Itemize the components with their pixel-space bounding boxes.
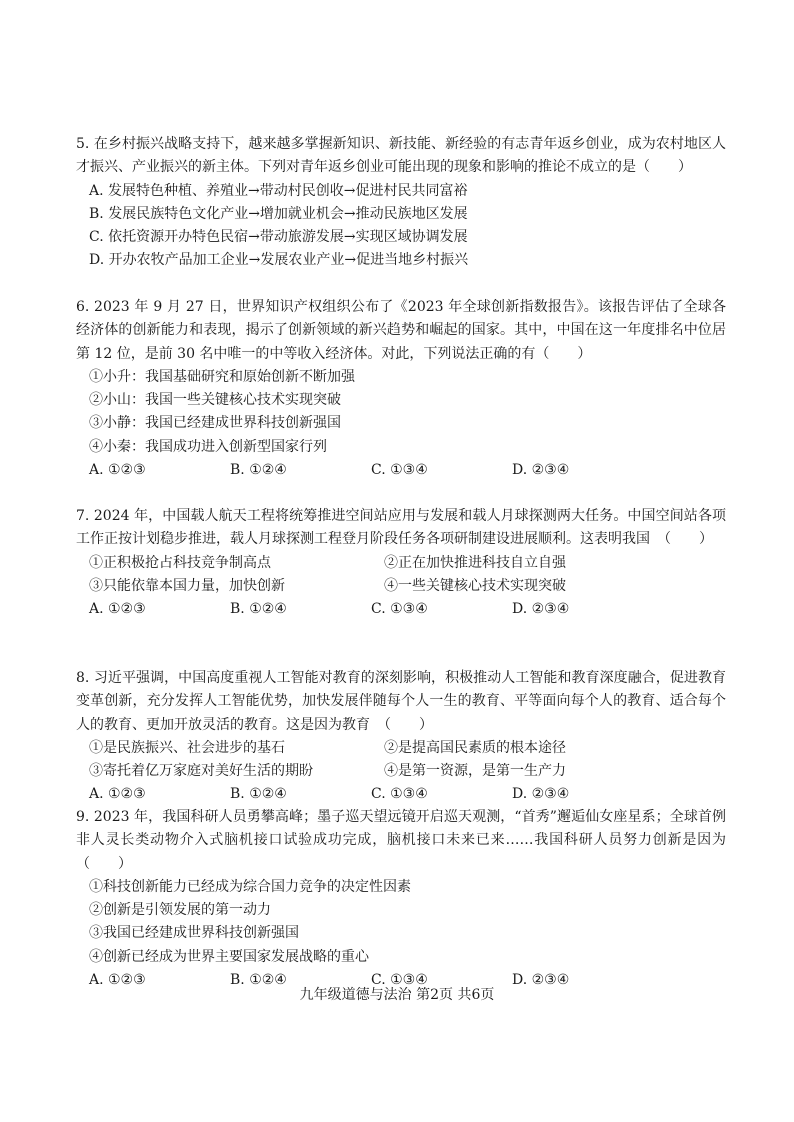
question-8-option-a: A. ①②③ <box>89 786 146 803</box>
question-9-option-b: B. ①②④ <box>230 972 287 989</box>
question-7 <box>76 505 726 621</box>
question-6-item-4: ④小秦：我国成功进入创新型国家行列 <box>89 438 327 455</box>
question-9-stem: 9. 2023 年，我国科研人员勇攀高峰；墨子巡天望远镜开启巡天观测，“首秀”邂逅仙女座星系；全球首例非人灵长类动物介入式脑机接口试验成功完成，脑机接口未来已来……我国科研人员努力创新是因为 （ ） <box>76 809 754 872</box>
question-8-item-3: ③寄托着亿万家庭对美好生活的期盼 <box>89 763 313 780</box>
question-6-item-2: ②小山：我国一些关键核心技术实现突破 <box>89 392 341 409</box>
question-6-stem: 6. 2023 年 9 月 27 日，世界知识产权组织公布了《2023 年全球创新指数报告》。该报告评估了全球各经济体的创新能力和表现，揭示了创新领域的新兴趋势和崛起的国家。其中，中国在这一年度排名中位居第 12 位，是前 30 名中唯一的中等收入经济体。对此，下列说法正确的有（ ） <box>76 299 726 362</box>
question-8 <box>76 667 726 807</box>
question-7-item-1: ①正积极抢占科技竞争制高点 <box>89 554 271 571</box>
question-9 <box>76 806 754 992</box>
question-7-option-c: C. ①③④ <box>371 601 428 618</box>
question-8-option-b: B. ①②④ <box>230 786 287 803</box>
question-6-option-c: C. ①③④ <box>371 462 428 479</box>
question-8-option-c: C. ①③④ <box>371 786 428 803</box>
question-9-item-3: ③我国已经建成世界科技创新强国 <box>89 925 299 942</box>
question-7-item-2: ②正在加快推进科技自立自强 <box>384 554 566 571</box>
question-8-stem: 8. 习近平强调，中国高度重视人工智能对教育的深刻影响，积极推动人工智能和教育深度融合，促进教育变革创新，充分发挥人工智能优势，加快发展伴随每个人一生的教育、平等面向每个人的教育、适合每个人的教育、更加开放灵活的教育。这是因为教育 （ ） <box>76 670 726 733</box>
question-5-option-b: B. 发展民族特色文化产业→增加就业机会→推动民族地区发展 <box>89 205 468 222</box>
question-8-items-row-2 <box>76 760 726 783</box>
question-8-option-d: D. ②③④ <box>512 786 570 803</box>
question-9-item-4: ④创新已经成为世界主要国家发展战略的重心 <box>89 948 369 965</box>
question-6-option-a: A. ①②③ <box>89 462 146 479</box>
question-9-item-1: ①科技创新能力已经成为综合国力竞争的决定性因素 <box>89 878 411 895</box>
question-6-item-3: ③小静：我国已经建成世界科技创新强国 <box>89 415 341 432</box>
question-7-stem: 7. 2024 年，中国载人航天工程将统筹推进空间站应用与发展和载人月球探测两大任务。中国空间站各项工作正按计划稳步推进，载人月球探测工程登月阶段任务各项研制建设进展顺利。这表明我国 （ ） <box>76 508 726 548</box>
question-7-item-4: ④一些关键核心技术实现突破 <box>384 577 566 594</box>
question-8-options <box>76 783 726 806</box>
question-7-items-row-2 <box>76 575 726 598</box>
question-6-options <box>76 459 726 482</box>
question-5-stem: 5. 在乡村振兴战略支持下，越来越多掌握新知识、新技能、新经验的有志青年返乡创业，成为农村地区人才振兴、产业振兴的新主体。下列对青年返乡创业可能出现的现象和影响的推论不成立的是（ ） <box>76 136 726 176</box>
question-6-option-b: B. ①②④ <box>230 462 287 479</box>
question-5-option-a: A. 发展特色种植、养殖业→带动村民创收→促进村民共同富裕 <box>89 182 468 199</box>
question-5-option-d: D. 开办农牧产品加工企业→发展农业产业→促进当地乡村振兴 <box>89 252 469 269</box>
question-8-item-4: ④是第一资源，是第一生产力 <box>384 763 566 780</box>
question-6-item-1: ①小升：我国基础研究和原始创新不断加强 <box>89 368 355 385</box>
question-9-option-c: C. ①③④ <box>371 972 428 989</box>
question-6-option-d: D. ②③④ <box>512 462 570 479</box>
question-8-items-row-1 <box>76 737 726 760</box>
question-7-option-a: A. ①②③ <box>89 601 146 618</box>
question-7-option-d: D. ②③④ <box>512 601 570 618</box>
question-9-option-d: D. ②③④ <box>512 972 570 989</box>
question-7-items-row-1 <box>76 552 726 575</box>
question-5-option-c: C. 依托资源开办特色民宿→带动旅游发展→实现区域协调发展 <box>89 229 468 246</box>
question-5 <box>76 133 726 273</box>
question-8-item-2: ②是提高国民素质的根本途径 <box>384 739 566 756</box>
question-7-item-3: ③只能依靠本国力量，加快创新 <box>89 577 285 594</box>
question-8-item-1: ①是民族振兴、社会进步的基石 <box>89 739 285 756</box>
question-9-option-a: A. ①②③ <box>89 972 146 989</box>
page-footer: 九年级道德与法治 第2页 共6页 <box>299 987 495 1003</box>
question-7-option-b: B. ①②④ <box>230 601 287 618</box>
question-9-item-2: ②创新是引领发展的第一动力 <box>89 902 271 919</box>
question-6 <box>76 296 726 482</box>
question-7-options <box>76 598 726 621</box>
